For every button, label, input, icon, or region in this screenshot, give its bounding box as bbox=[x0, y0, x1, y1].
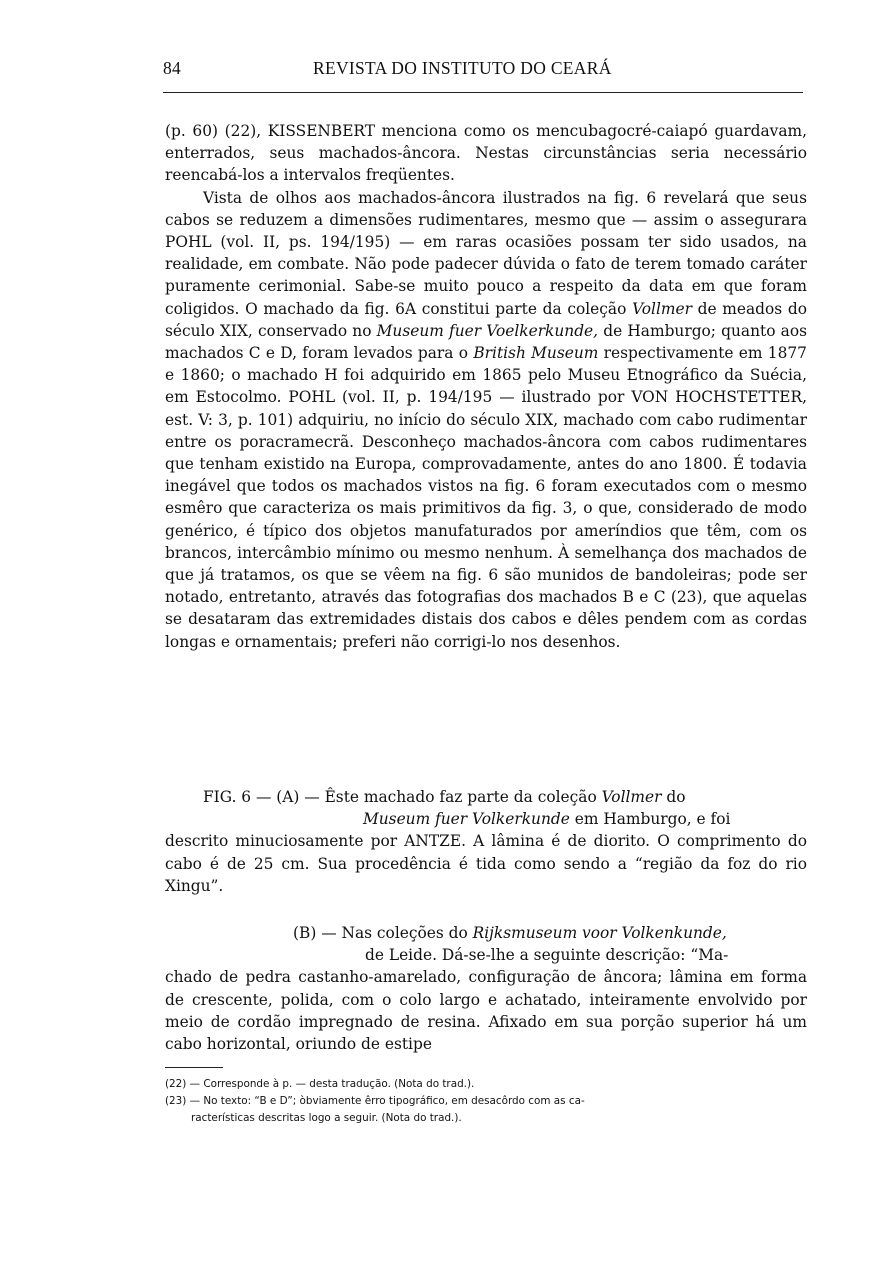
paragraph-2: Vista de olhos aos machados-âncora ilustrados na fig. 6 revelará que seus cabos se reduzem a dimensões rudimentares, mesmo que — assim o assegurara POHL (vol. II, ps. 194/195) — em raras ocasiões possam ter sido usados, na realidade, em combate. Não pode padecer dúvida o fato de terem tomado caráter puramente cerimonial. Sabe-se muito pouco a respeito da data em que foram coligidos. O machado da fig. 6A constitui parte da coleção Vollmer de meados do século XIX, conservado no Museum fuer Voelkerkunde, de Hamburgo; quanto aos machados C e D, foram levados para o British Museum respectivamente em 1877 e 1860; o machado H foi adquirido em 1865 pelo Museu Etnográfico da Suécia, em Estocolmo. POHL (vol. II, p. 194/195 — ilustrado por VON HOCHSTETTER, est. V: 3, p. 101) adquiriu, no início do século XIX, machado com cabo rudimentar entre os poracramecrã. Desconheço machados-âncora com cabos rudimentares que tenham existido na Europa, comprovadamente, antes do ano 1800. É todavia inegável que todos os machados vistos na fig. 6 foram executados com o mesmo esmêro que caracteriza os mais primitivos da fig. 3, o que, considerado de modo genérico, é típico dos objetos manufaturados por ameríndios que têm, com os brancos, intercâmbio mínimo ou mesmo nenhum. À semelhança dos machados de que já tratamos, os que se vêem na fig. 6 são munidos de bandoleiras; pode ser notado, entretanto, através das fotografias dos machados B e C (23), que aquelas se desataram das extremidades distais dos cabos e dêles pendem com as cordas longas e ornamentais; preferi não corrigi-lo nos desenhos. bbox=[165, 188, 808, 651]
header-rule bbox=[163, 92, 803, 93]
footnote-23-continued: racterísticas descritas logo a seguir. (Nota do trad.). bbox=[191, 1112, 462, 1124]
fig6b-caption-body: chado de pedra castanho-amarelado, configuração de âncora; lâmina em forma de crescente, polida, com o colo largo e achatado, inteiramente envolvido por meio de cordão impregnado de resina. Afixado em sua porção superior há um cabo horizontal, oriundo de estipe bbox=[165, 968, 807, 1054]
main-text bbox=[165, 120, 807, 653]
footnote-23: (23) — No texto: “B e D”; òbviamente êrro tipográfico, em desacôrdo com as ca- bbox=[165, 1095, 585, 1107]
fig6-caption-line-1: FIG. 6 — (A) — Êste machado faz parte da coleção Vollmer do bbox=[203, 788, 686, 806]
fig6-caption-line-2: Museum fuer Volkerkunde em Hamburgo, e foi bbox=[363, 810, 731, 829]
page-header bbox=[163, 58, 803, 84]
footnotes bbox=[165, 1076, 807, 1127]
figure-6b-caption bbox=[165, 922, 807, 1055]
paragraph-1: (p. 60) (22), KISSENBERT menciona como os mencubagocré-caiapó guardavam, enterrados, seus machados-âncora. Nestas circunstâncias seria necessário reencabá-los a intervalos freqüentes. bbox=[165, 122, 807, 185]
fig6-caption-body: descrito minuciosamente por ANTZE. A lâmina é de diorito. O comprimento do cabo é de 25 cm. Sua procedência é tida como sendo a “região da foz do rio Xingu”. bbox=[165, 832, 807, 895]
page-number: 84 bbox=[163, 58, 182, 78]
fig6b-caption-line-1: (B) — Nas coleções do Rijksmuseum voor Volkenkunde, bbox=[293, 924, 727, 942]
fig6b-caption-line-2: de Leide. Dá-se-lhe a seguinte descrição: “Ma- bbox=[365, 946, 729, 965]
footnote-rule bbox=[165, 1067, 223, 1068]
running-title: REVISTA DO INSTITUTO DO CEARÁ bbox=[313, 58, 612, 78]
footnote-22: (22) — Corresponde à p. — desta tradução. (Nota do trad.). bbox=[165, 1078, 475, 1090]
figure-6-caption bbox=[165, 786, 807, 897]
